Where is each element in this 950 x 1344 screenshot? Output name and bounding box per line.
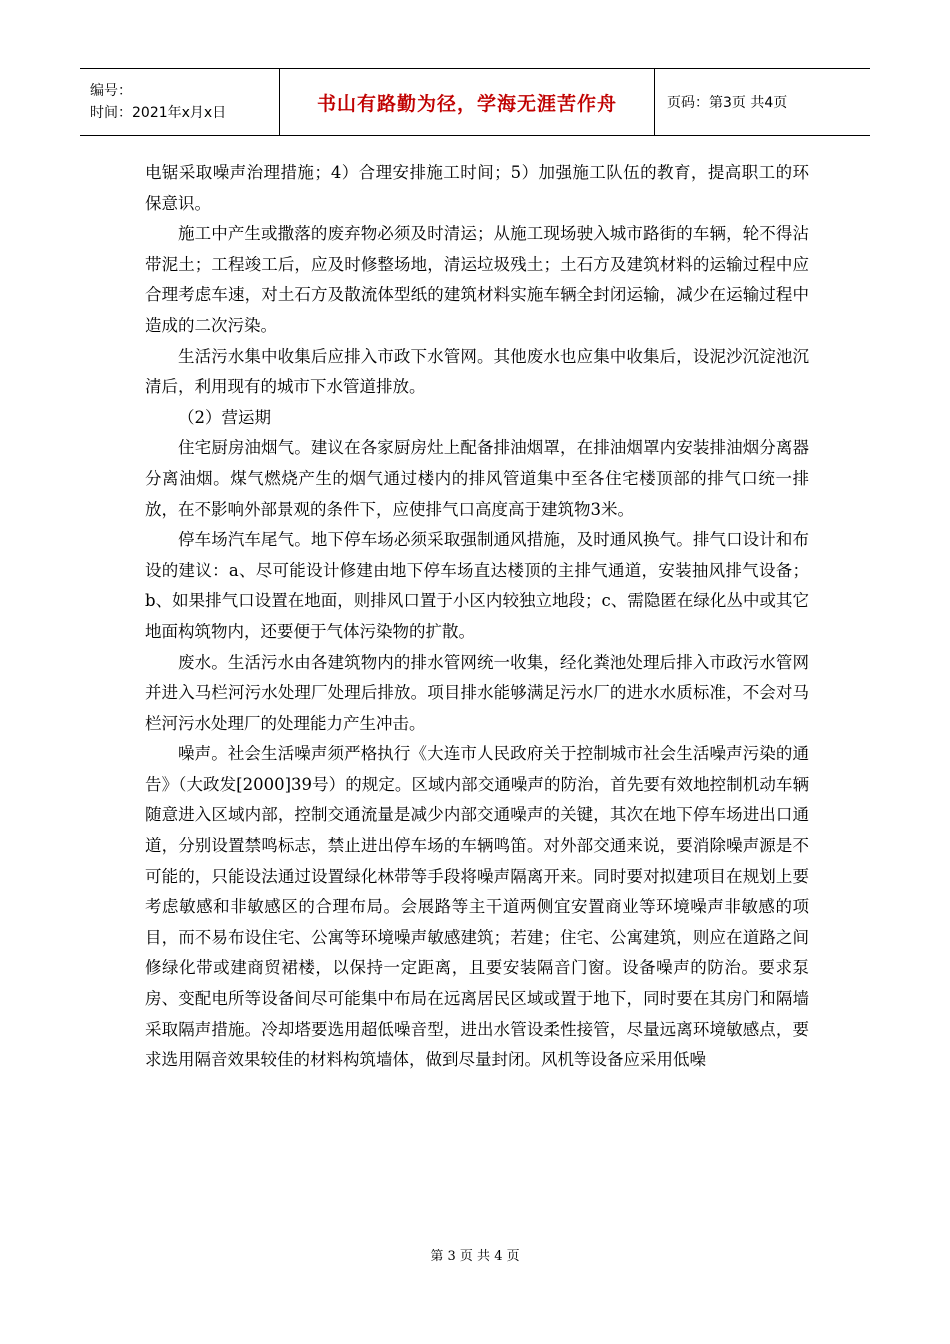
- header-page-cell: [655, 69, 870, 135]
- section-heading-operation: （2）营运期: [178, 407, 271, 427]
- paragraph-wastewater: 废水。生活污水由各建筑物内的排水管网统一收集，经化粪池处理后排入市政污水管网并进入马栏河污水处理厂处理后排放。项目排水能够满足污水厂的进水水质标准，不会对马栏河污水处理厂的处理能力产生冲击。: [145, 652, 809, 733]
- header-motto: 书山有路勤为径，学海无涯苦作舟: [316, 92, 617, 115]
- header-meta: [80, 69, 280, 135]
- paragraph-noise: 噪声。社会生活噪声须严格执行《大连市人民政府关于控制城市社会生活噪声污染的通告》（大政发[2000]39号）的规定。区域内部交通噪声的防治，首先要有效地控制机动车辆随意进入区域内部，控制交通流量是减少内部交通噪声的关键，其次在地下停车场进出口通道，分别设置禁鸣标志，禁止进出停车场的车辆鸣笛。对外部交通来说，要消除噪声源是不可能的，只能设法通过设置绿化林带等手段将噪声隔离开来。同时要对拟建项目在规划上要考虑敏感和非敏感区的合理布局。会展路等主干道两侧宜安置商业等环境噪声非敏感的项目，而不易布设住宅、公寓等环境噪声敏感建筑；若建；住宅、公寓建筑，则应在道路之间修绿化带或建商贸裙楼，以保持一定距离，且要安装隔音门窗。设备噪声的防治。要求泵房、变配电所等设备间尽可能集中布局在远离居民区域或置于地下，同时要在其房门和隔墙采取隔声措施。冷却塔要选用超低噪音型，进出水管设柔性接管，尽量远离环境敏感点，要求选用隔音效果较佳的材料构筑墙体，做到尽量封闭。风机等设备应采用低噪: [145, 744, 809, 1070]
- paragraph-parking-exhaust: 停车场汽车尾气。地下停车场必须采取强制通风措施，及时通风换气。排气口设计和布设的建议：a、尽可能设计修建由地下停车场直达楼顶的主排气通道，安装抽风排气设备；b、如果排气口设置在地面，则排风口置于小区内较独立地段；c、需隐匿在绿化丛中或其它地面构筑物内，还要便于气体污染物的扩散。: [145, 530, 809, 641]
- document-number-label: 编号：: [90, 83, 132, 99]
- document-time: 时间：2021年x月x日: [90, 105, 227, 121]
- paragraph-waste-transport: 施工中产生或撒落的废弃物必须及时清运；从施工现场驶入城市路街的车辆，轮不得沾带泥土；工程竣工后，应及时修整场地，清运垃圾残土；土石方及建筑材料的运输过程中应合理考虑车速，对土石方及散流体型纸的建筑材料实施车辆全封闭运输，减少在运输过程中造成的二次污染。: [145, 224, 809, 335]
- header-page-info: 页码：第3页 共4页: [667, 95, 788, 111]
- page-header: [80, 68, 870, 136]
- page-footer: [0, 1245, 950, 1264]
- paragraph-continuation: 电锯采取噪声治理措施；4）合理安排施工时间；5）加强施工队伍的教育，提高职工的环保意识。: [145, 163, 809, 213]
- footer-page-number: 第 3 页 共 4 页: [430, 1249, 520, 1264]
- paragraph-kitchen-fumes: 住宅厨房油烟气。建议在各家厨房灶上配备排油烟罩，在排油烟罩内安装排油烟分离器分离油烟。煤气燃烧产生的烟气通过楼内的排风管道集中至各住宅楼顶部的排气口统一排放，在不影响外部景观的条件下，应使排气口高度高于建筑物3米。: [145, 438, 809, 519]
- paragraph-sewage: 生活污水集中收集后应排入市政下水管网。其他废水也应集中收集后，设泥沙沉淀池沉清后，利用现有的城市下水管道排放。: [145, 346, 809, 397]
- header-motto-cell: [280, 69, 655, 135]
- document-body: [145, 158, 809, 1076]
